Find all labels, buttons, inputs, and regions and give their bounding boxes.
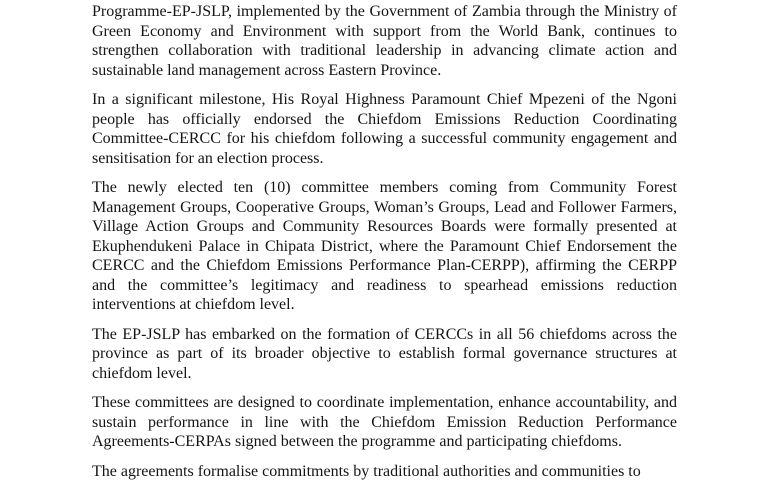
paragraph-chief-endorsement: In a significant milestone, His Royal Highness Paramount Chief Mpezeni of the Ngoni people has officially endorsed the Chiefdom Emissions Reduction Coordinating Committee-CERCC for his chiefdom following a successful community engagement and sensitisation for an election process. [92, 90, 677, 168]
paragraph-cercc-formation: The EP-JSLP has embarked on the formation of CERCCs in all 56 chiefdoms across the province as part of its broader objective to establish formal governance structures at chiefdom level. [92, 325, 677, 384]
paragraph-committee-members: The newly elected ten (10) committee members coming from Community Forest Management Groups, Cooperative Groups, Woman’s Groups, Lead and Follower Farmers, Village Action Groups and Community Resources Boards were formally presented at Ekuphendukeni Palace in Chipata District, where the Paramount Chief Endorsement the CERCC and the Chiefdom Emissions Performance Plan-CERPP), affirming the CERPP and the committee’s legitimacy and readiness to spearhead emissions reduction interventions at chiefdom level. [92, 178, 677, 315]
paragraph-programme-intro: Programme-EP-JSLP, implemented by the Government of Zambia through the Ministry of Green Economy and Environment with support from the World Bank, continues to strengthen collaboration with traditional leadership in advancing climate action and sustainable land management across Eastern Province. [92, 2, 677, 80]
paragraph-agreements-clipped: The agreements formalise commitments by traditional authorities and communities to [92, 462, 677, 481]
paragraph-committee-purpose: These committees are designed to coordinate implementation, enhance accountability, and sustain performance in line with the Chiefdom Emission Reduction Performance Agreements-CERPAs signed between the programme and participating chiefdoms. [92, 393, 677, 452]
